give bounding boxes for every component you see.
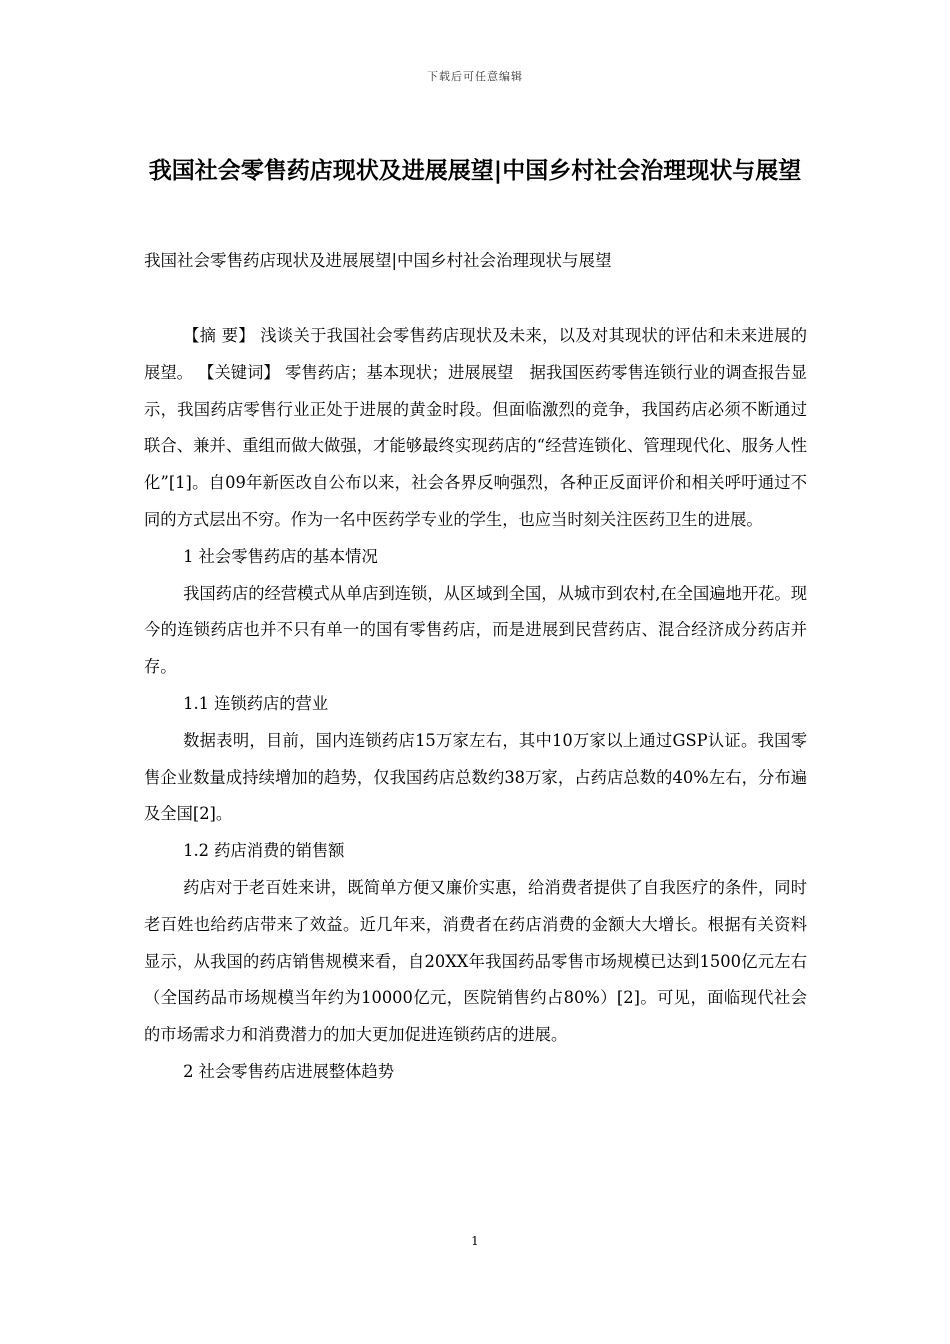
page-header: 下载后可任意编辑 — [427, 70, 523, 83]
page-number: 1 — [471, 1234, 479, 1248]
section-heading-1: 1 社会零售药店的基本情况 — [183, 546, 378, 566]
keywords-label: 【关键词】 — [198, 362, 280, 382]
section-paragraph-1-2: 药店对于老百姓来讲，既简单方便又廉价实惠，给消费者提供了自我医疗的条件，同时老百姓也给药店带来了效益。近几年来，消费者在药店消费的金额大大增长。根据有关资料显示，从我国的药店销售规模来看，自20XX年我国药品零售市场规模已达到1500亿元左右（全国药品市场规模当年约为10000亿元，医院销售约占80%）[2]。可见，面临现代社会的市场需求力和消费潜力的加大更加促进连锁药店的进展。 — [144, 877, 807, 1045]
document-title: 我国社会零售药店现状及进展展望|中国乡村社会治理现状与展望 — [148, 158, 802, 184]
section-paragraph-1: 我国药店的经营模式从单店到连锁，从区域到全国，从城市到农村,在全国遍地开花。现今的连锁药店也并不只有单一的国有零售药店，而是进展到民营药店、混合经济成分药店并存。 — [144, 583, 807, 677]
abstract-paragraph — [144, 318, 807, 539]
document-body — [144, 318, 807, 1091]
section-heading-1-2: 1.2 药店消费的销售额 — [183, 841, 345, 861]
document-subtitle: 我国社会零售药店现状及进展展望|中国乡村社会治理现状与展望 — [144, 251, 612, 270]
keywords-text: 零售药店；基本现状；进展展望 据我国医药零售连锁行业的调查报告显示，我国药店零售行业正处于进展的黄金时段。但面临激烈的竞争，我国药店必须不断通过联合、兼并、重组而做大做强，才能够最终实现药店的“经营连锁化、管理现代化、服务人性化”[1]。自09年新医改自公布以来，社会各界反响强烈，各种正反面评价和相关呼吁通过不同的方式层出不穷。作为一名中医药学专业的学生，也应当时刻关注医药卫生的进展。 — [144, 362, 807, 529]
abstract-text: 浅谈关于我国社会零售药店现状及未来，以及对其现状的评估和未来进展的展望。 — [144, 326, 807, 382]
abstract-label: 【摘 要】 — [183, 326, 255, 345]
section-paragraph-1-1: 数据表明，目前，国内连锁药店15万家左右，其中10万家以上通过GSP认证。我国零售企业数量成持续增加的趋势，仅我国药店总数约38万家，占药店总数的40%左右，分布遍及全国[2]。 — [144, 730, 807, 824]
section-heading-2: 2 社会零售药店进展整体趋势 — [183, 1061, 395, 1081]
section-heading-1-1: 1.1 连锁药店的营业 — [183, 693, 329, 713]
